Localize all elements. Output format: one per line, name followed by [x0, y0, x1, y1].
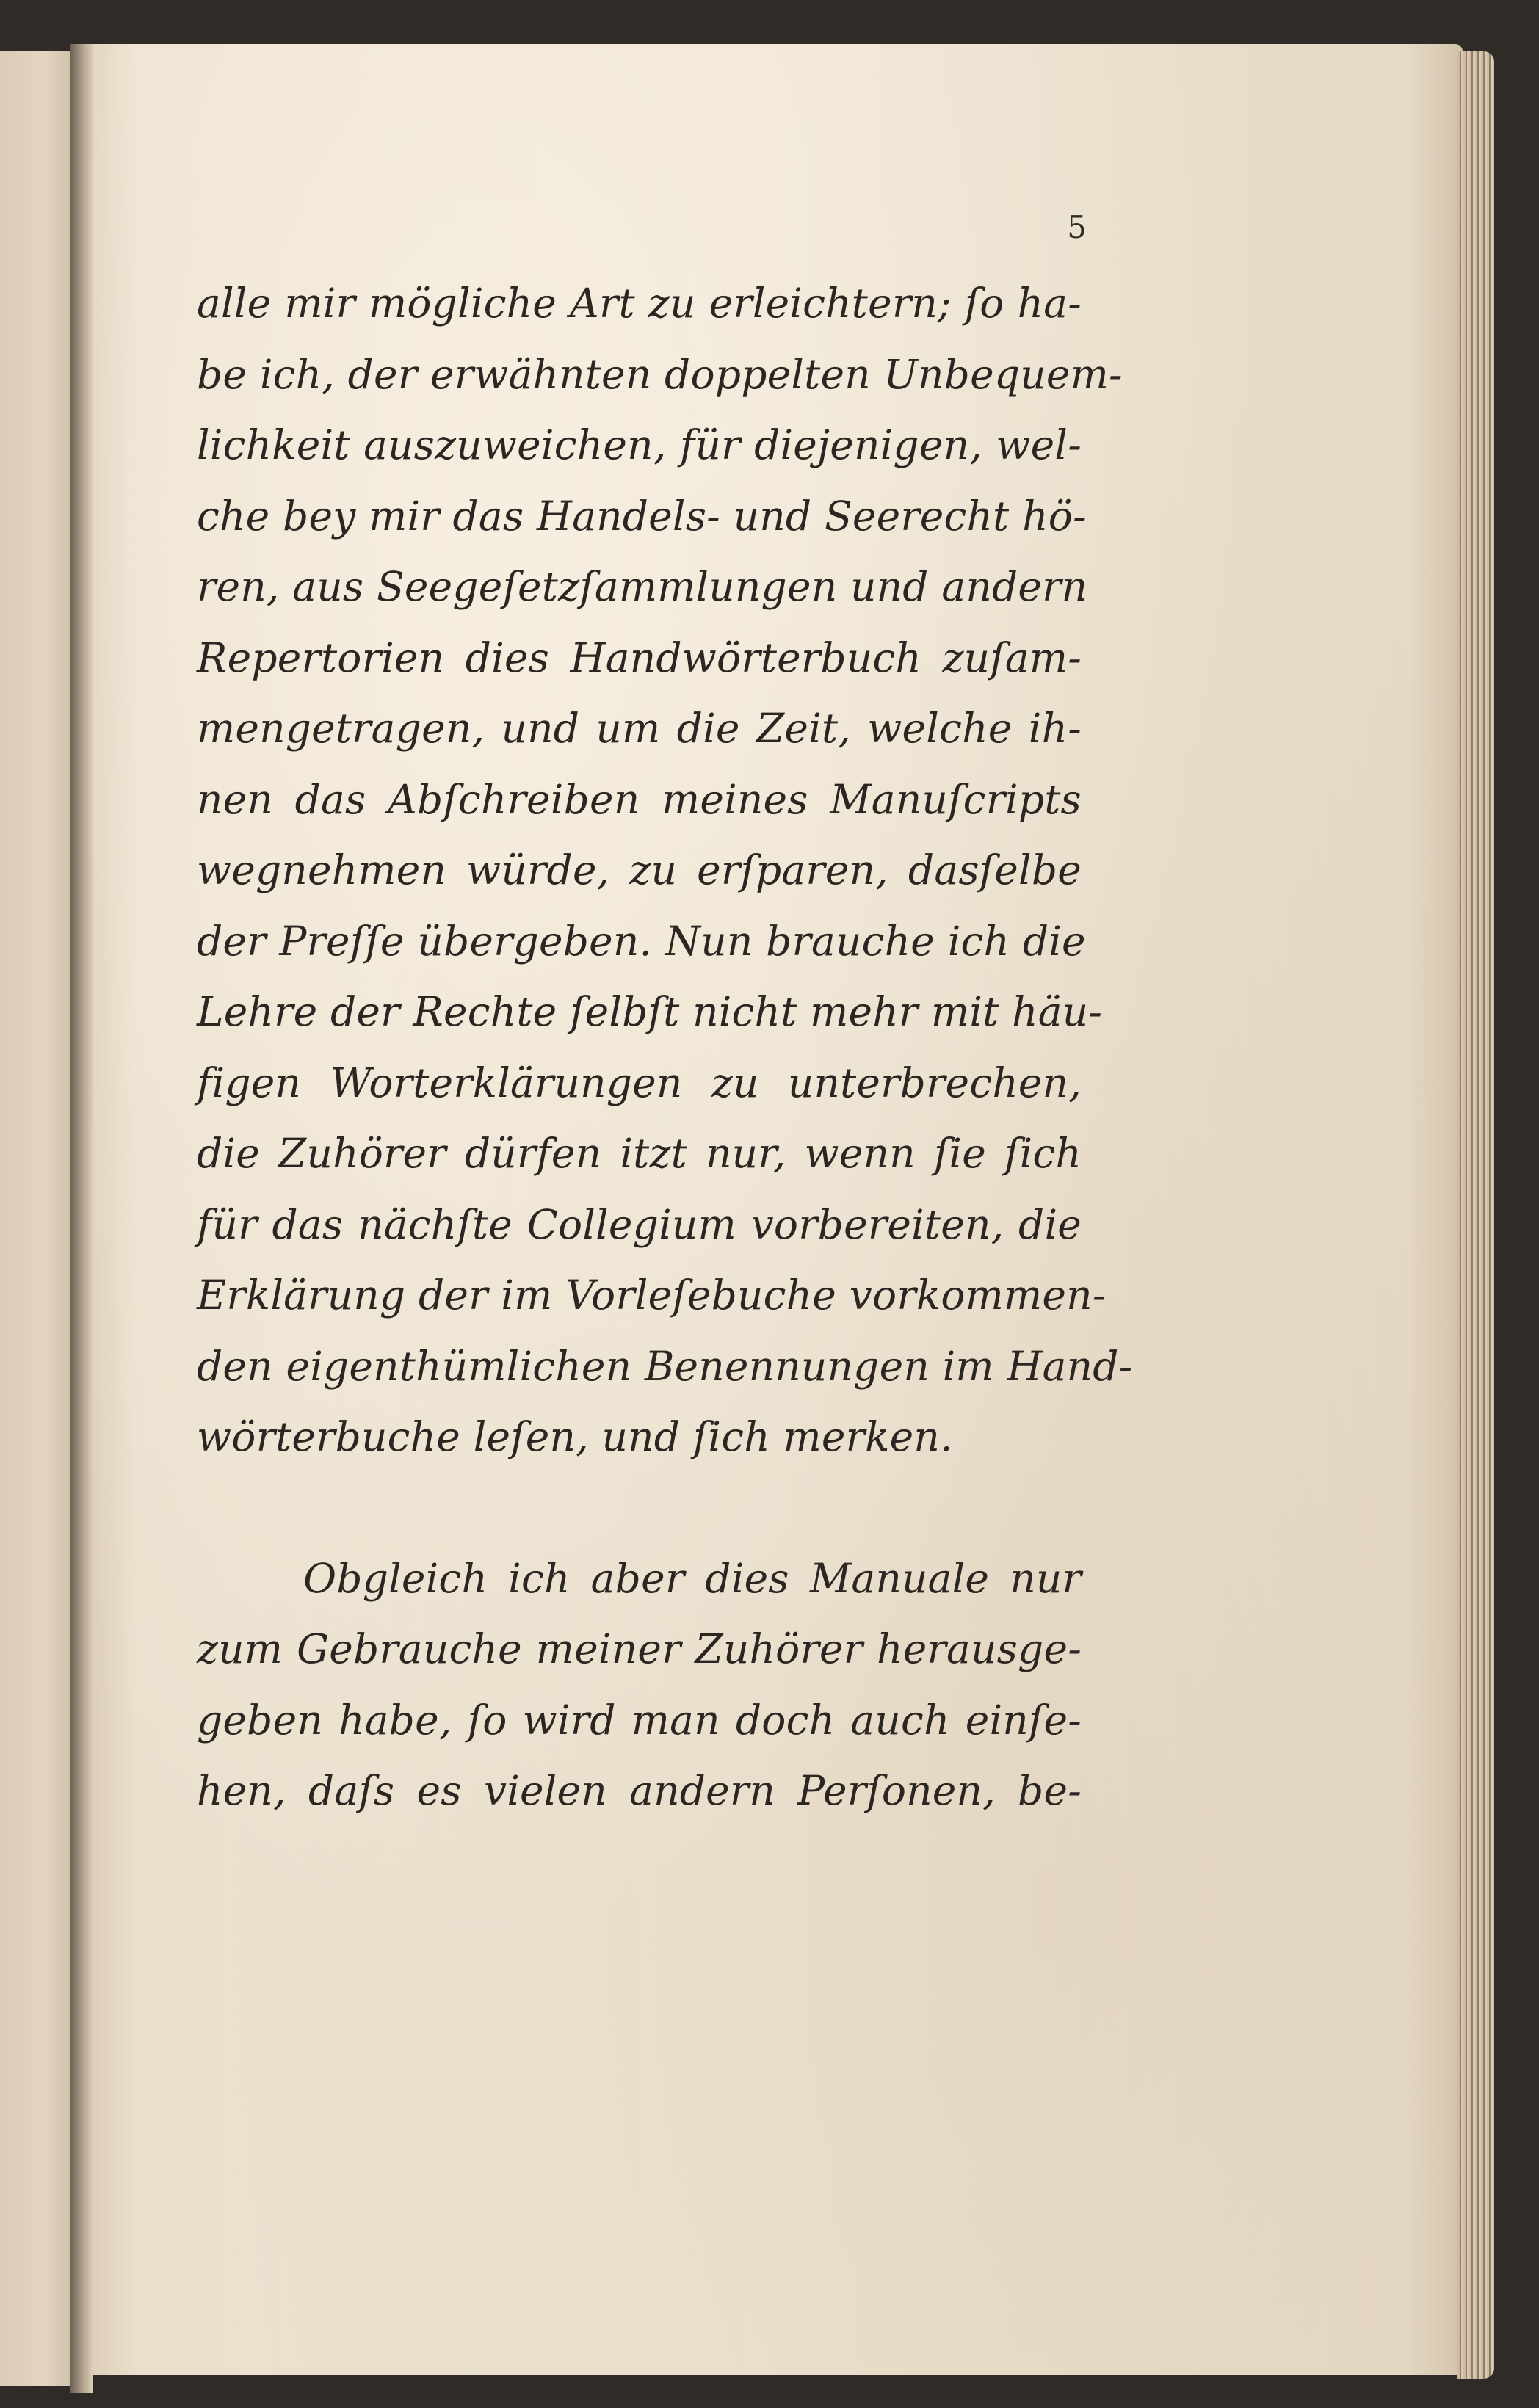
text-line: alle mir mögliche Art zu erleichtern; ſo ha-	[197, 280, 1082, 327]
text-line: die Zuhörer dürfen itzt nur, wenn ſie ſich	[197, 1130, 1082, 1177]
text-line: Lehre der Rechte ſelbſt nicht mehr mit häu-	[197, 988, 1103, 1035]
paragraph-gap	[197, 1473, 1082, 1543]
text-line: Erklärung der im Vorleſebuche vorkommen-	[197, 1272, 1107, 1319]
text-line: mengetragen, und um die Zeit, welche ih-	[197, 705, 1082, 752]
text-line: Obgleich ich aber dies Manuale nur	[303, 1554, 1082, 1602]
paragraph-2	[197, 1543, 1082, 1827]
text-line: wörterbuche leſen, und ſich merken.	[197, 1413, 953, 1460]
page-number: 5	[1067, 209, 1087, 245]
text-line: hen, daſs es vielen andern Perſonen, be-	[197, 1767, 1082, 1814]
text-line: lichkeit auszuweichen, für diejenigen, wel-	[197, 421, 1082, 468]
text-line: figen Worterklärungen zu unterbrechen,	[197, 1059, 1082, 1106]
text-line: ren, aus Seegeſetzſammlungen und andern	[197, 563, 1088, 610]
text-line: Repertorien dies Handwörterbuch zuſam-	[197, 634, 1082, 681]
page-stack-edges	[1457, 51, 1494, 2379]
text-line: be ich, der erwähnten doppelten Unbequem-	[197, 350, 1123, 398]
text-line: geben habe, ſo wird man doch auch einſe-	[197, 1696, 1082, 1744]
text-line: den eigenthümlichen Benennungen im Hand-	[197, 1342, 1133, 1390]
book-gutter	[70, 44, 93, 2393]
body-text	[197, 268, 1133, 1827]
text-line: der Preſſe übergeben. Nun brauche ich die	[197, 917, 1086, 965]
text-line: wegnehmen würde, zu erſparen, dasſelbe	[197, 846, 1082, 893]
facing-page-edge	[0, 51, 73, 2386]
text-line: che bey mir das Handels- und Seerecht hö-	[197, 492, 1087, 540]
text-line: für das nächſte Collegium vorbereiten, die	[197, 1200, 1082, 1248]
text-line: nen das Abſchreiben meines Manuſcripts	[197, 775, 1082, 823]
paragraph-1	[197, 268, 1133, 1473]
text-line: zum Gebrauche meiner Zuhörer herausge-	[197, 1625, 1082, 1672]
